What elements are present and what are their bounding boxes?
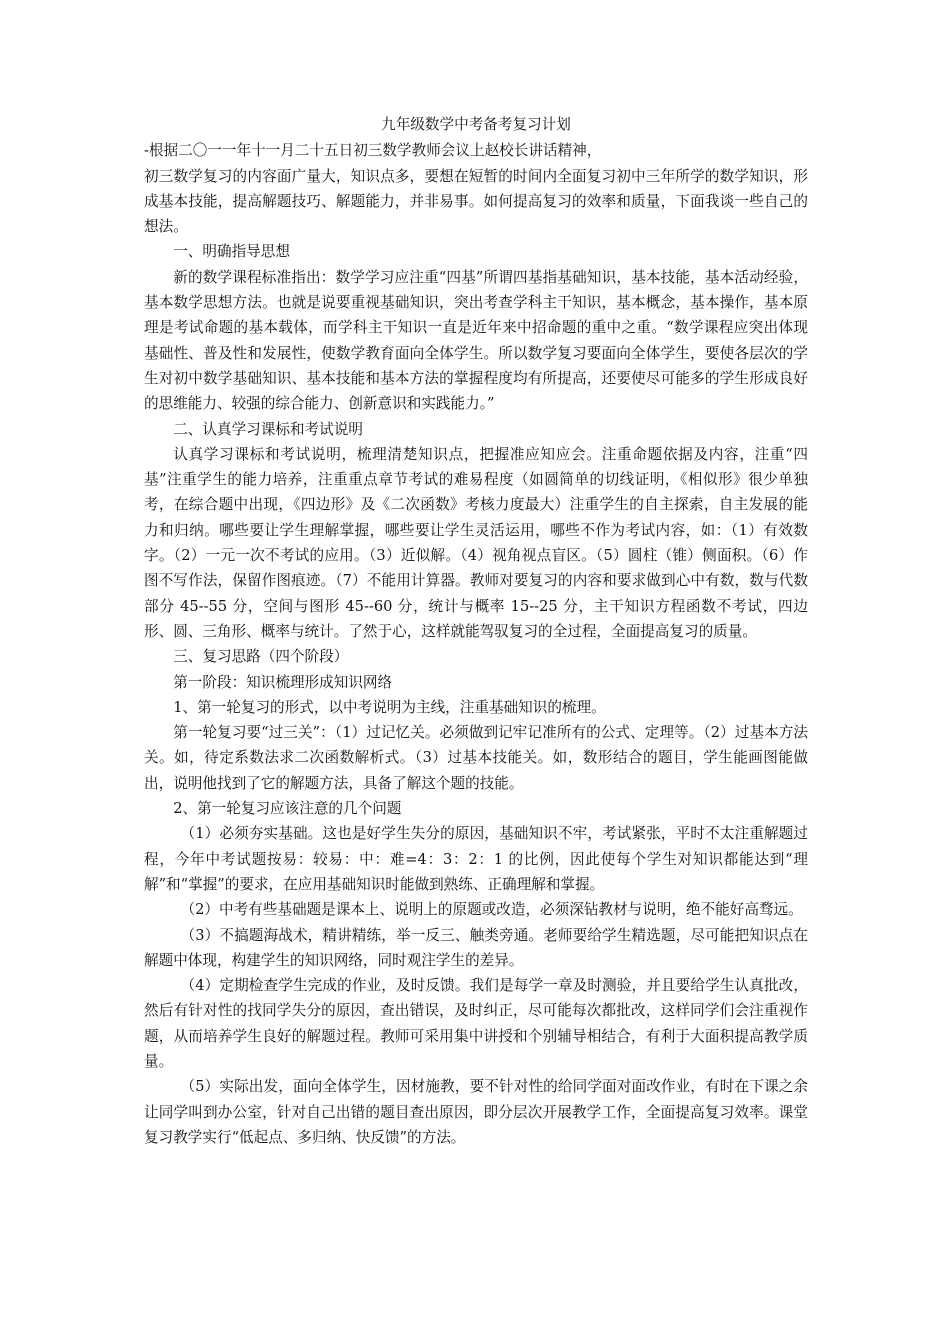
document-paragraph: -根据二〇一一年十一月二十五日初三数学教师会议上赵校长讲话精神， [144, 142, 602, 160]
document-page [144, 112, 808, 1150]
document-paragraph: 一、明确指导思想 [173, 243, 290, 261]
document-paragraph: （1）必须夯实基础。这也是好学生失分的原因，基础知识不牢，考试紧张，平时不太注重解题过程，今年中考试题按易：较易：中：难=4：3：2：1 的比例，因此使每个学生对知识都能达到“理解”和“掌握”的要求，在应用基础知识时能做到熟练、正确理解和掌握。 [144, 825, 808, 893]
document-paragraph: 2、第一轮复习应该注意的几个问题 [173, 800, 402, 818]
document-paragraph: 1、第一轮复习的形式，以中考说明为主线，注重基础知识的梳理。 [173, 698, 606, 716]
document-paragraph: （3）不搞题海战术，精讲精练，举一反三、触类旁通。老师要给学生精选题，尽可能把知识点在解题中体现，构建学生的知识网络，同时观注学生的差异。 [144, 926, 808, 969]
document-paragraph: （5）实际出发，面向全体学生，因材施教，要不针对性的给同学面对面改作业，有时在下课之余让同学叫到办公室，针对自己出错的题目查出原因，即分层次开展教学工作，全面提高复习效率。课堂复习教学实行“低起点、多归纳、快反馈”的方法。 [144, 1078, 808, 1146]
document-paragraph: 认真学习课标和考试说明，梳理清楚知识点，把握准应知应会。注重命题依据及内容，注重“四基”注重学生的能力培养，注重重点章节考试的难易程度（如圆简单的切线证明，《相似形》很少单独考，在综合题中出现，《四边形》及《二次函数》考核力度最大）注重学生的自主探索，自主发展的能力和归纳。哪些要让学生理解掌握，哪些要让学生灵活运用，哪些不作为考试内容，如：（1）有效数字。（2）一元一次不考试的应用。（3）近似解。（4）视角视点盲区。（5）圆柱（锥）侧面积。（6）作图不写作法，保留作图痕迹。（7）不能用计算器。教师对要复习的内容和要求做到心中有数，数与代数部分 45--55 分，空间与图形 45--60 分，统计与概率 15--25 分，主干知识方程函数不考试，四边形、圆、三角形、概率与统计。了然于心，这样就能驾驭复习的全过程，全面提高复习的质量。 [144, 445, 808, 640]
document-paragraph: （2）中考有些基础题是课本上、说明上的原题或改造，必须深钻教材与说明，绝不能好高骛远。 [180, 901, 803, 919]
document-paragraph: 第一轮复习要“过三关”：（1）过记忆关。必须做到记牢记准所有的公式、定理等。（2）过基本方法关。如，待定系数法求二次函数解析式。（3）过基本技能关。如，数形结合的题目，学生能画图能做出，说明他找到了它的解题方法，具备了解这个题的技能。 [144, 724, 808, 792]
document-paragraph: 二、认真学习课标和考试说明 [173, 420, 363, 438]
document-paragraph: 三、复习思路（四个阶段） [173, 648, 349, 666]
document-paragraph: 新的数学课程标准指出：数学学习应注重“四基”所谓四基指基础知识，基本技能，基本活动经验，基本数学思想方法。也就是说要重视基础知识，突出考查学科主干知识，基本概念，基本操作，基本原理是考试命题的基本载体，而学科主干知识一直是近年来中招命题的重中之重。“数学课程应突出体现基础性、普及性和发展性，使数学教育面向全体学生。所以数学复习要面向全体学生，要使各层次的学生对初中数学基础知识、基本技能和基本方法的掌握程度均有所提高，还要使尽可能多的学生形成良好的思维能力、较强的综合能力、创新意识和实践能力。” [144, 268, 808, 413]
document-paragraph: 第一阶段：知识梳理形成知识网络 [173, 673, 393, 691]
document-paragraph: （4）定期检查学生完成的作业，及时反馈。我们是每学一章及时测验，并且要给学生认真批改，然后有针对性的找同学失分的原因，查出错误，及时纠正，尽可能每次都批改，这样同学们会注重视作题，从而培养学生良好的解题过程。教师可采用集中讲授和个别辅导相结合，有利于大面积提高教学质量。 [144, 977, 808, 1070]
document-title: 九年级数学中考备考复习计划 [381, 116, 571, 133]
document-body [144, 138, 808, 1150]
document-paragraph: 初三数学复习的内容面广量大，知识点多，要想在短暂的时间内全面复习初中三年所学的数学知识，形成基本技能，提高解题技巧、解题能力，并非易事。如何提高复习的效率和质量，下面我谈一些自己的想法。 [144, 167, 808, 236]
